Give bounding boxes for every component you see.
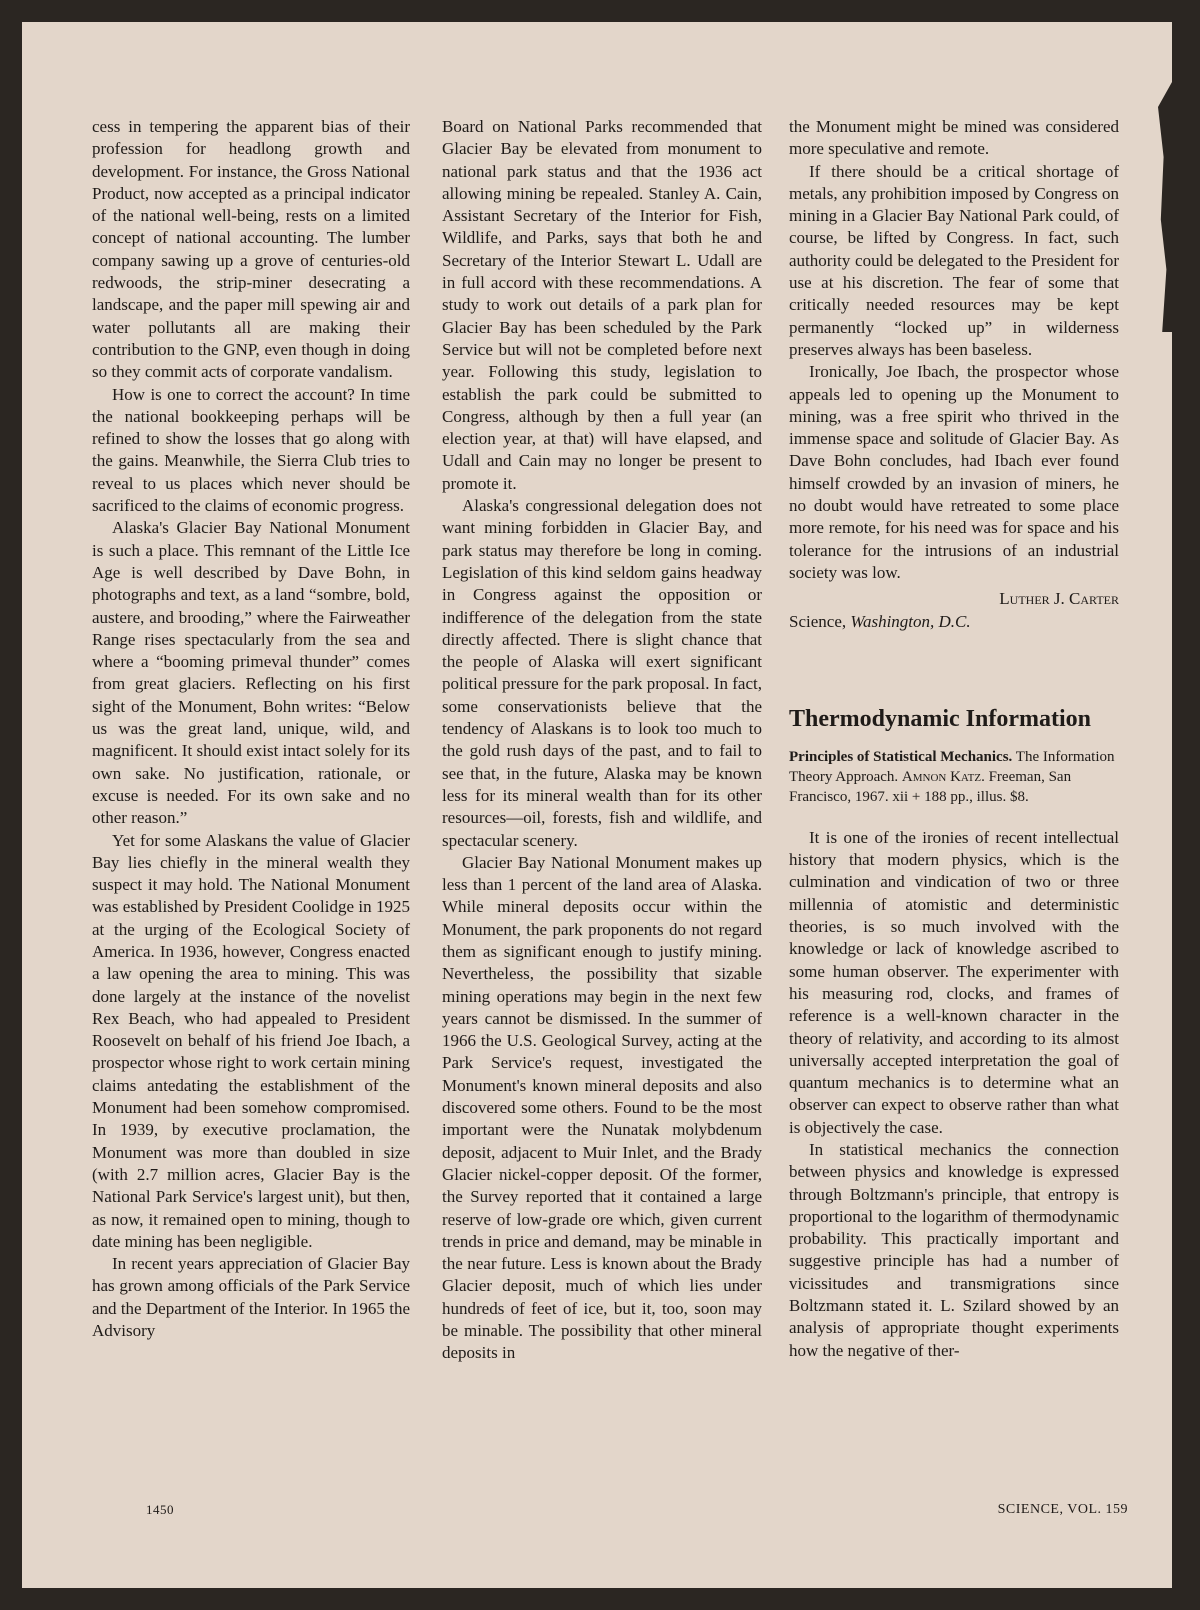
paragraph: Ironically, Joe Ibach, the prospector whose appeals led to opening up the Monument to mining, was a free spirit who thrived in the immense space and solitude of Glacier Bay. As Dave Bohn concludes, had Ibach ever found himself crowded by an invasion of miners, he no doubt would have retreated to some place more remote, for his need was for space and his tolerance for the intrusions of an industrial society was low. <box>789 362 1119 582</box>
paragraph: In statistical mechanics the connection between physics and knowledge is expressed through Boltzmann's principle, that entropy is proportional to the logarithm of thermodynamic probability. This practically important and suggestive principle has had a number of vicissitudes and transmigrations since Boltzmann stated it. L. Szilard showed by an analysis of appropriate thought experiments how the negative of ther- <box>789 1139 1119 1360</box>
paragraph: It is one of the ironies of recent intellectual history that modern physics, which is the culmination and vindication of two or three millennia of atomistic and deterministic theories, is so much involved with the knowledge or lack of knowledge ascribed to some human observer. The experimenter with his measuring rod, clocks, and frames of reference is a well-known character in the theory of relativity, and according to its almost universally accepted interpretation the goal of quantum mechanics is to determine what an observer can expect to observe rather than what is objectively the case. <box>789 827 1119 1137</box>
journal-page <box>22 22 1172 1588</box>
review-heading: Thermodynamic Information <box>789 705 1091 732</box>
paragraph: Alaska's congressional delegation does not want mining forbidden in Glacier Bay, and park status may therefore be long in coming. Legislation of this kind seldom gains headway in Congress against the opposition or indifference of the delegation from the state directly affected. There is slight chance that the people of Alaska will exert significant political pressure for the park proposal. In fact, some conservationists believe that the tendency of Alaskans is to look too much to the gold rush days of the past, and to fail to see that, in the future, Alaska may be known less for its mineral wealth than for its other resources—oil, forests, fish and wildlife, and spectacular scenery. <box>442 496 762 850</box>
paragraph: cess in tempering the apparent bias of their profession for headlong growth and development. For instance, the Gross National Product, now accepted as a principal indicator of the national well-being, rests on a limited concept of national accounting. The lumber company sawing up a grove of centuries-old redwoods, the strip-miner desecrating a landscape, and the paper mill spewing air and water pollutants all are making their contribution to the GNP, even though in doing so they commit acts of corporate vandalism. <box>92 117 410 382</box>
column-1 <box>92 116 410 1342</box>
page-number: 1450 <box>146 1502 174 1517</box>
paragraph: In recent years appreciation of Glacier Bay has grown among officials of the Park Service and the Department of the Interior. In 1965 the Advisory <box>92 1254 410 1341</box>
paragraph: Board on National Parks recommended that Glacier Bay be elevated from monument to national park status and that the 1936 act allowing mining be repealed. Stanley A. Cain, Assistant Secretary of the Interior for Fish, Wildlife, and Parks, says that both he and Secretary of the Interior Stewart L. Udall are in full accord with these recommendations. A study to work out details of a park plan for Glacier Bay has been scheduled by the Park Service but will not be completed before next year. Following this study, legislation to establish the park could be submitted to Congress, although by then a full year (an election year, at that) will have elapsed, and Udall and Cain may no longer be present to promote it. <box>442 117 762 493</box>
book-title: Principles of Statistical Mechanics. <box>789 748 1013 765</box>
book-author: Amnon Katz. <box>901 768 985 785</box>
column-2 <box>442 116 762 1365</box>
author-affiliation <box>789 611 1119 633</box>
torn-edge <box>1158 82 1172 332</box>
paragraph: Yet for some Alaskans the value of Glacier Bay lies chiefly in the mineral wealth they suspect it may hold. The National Monument was established by President Coolidge in 1925 at the urging of the Ecological Society of America. In 1936, however, Congress enacted a law opening the area to mining. This was done largely at the instance of the novelist Rex Beach, who had appealed to President Roosevelt on behalf of his friend Joe Ibach, a prospector whose right to work certain mining claims antedating the establishment of the Monument had been somehow compromised. In 1939, by executive proclamation, the Monument was more than doubled in size (with 2.7 million acres, Glacier Bay is the National Park Service's largest unit), but then, as now, it remained open to mining, though to date mining has been negligible. <box>92 830 410 1251</box>
book-subtitle: The Information Theory Approach. <box>789 748 1115 785</box>
paragraph: Alaska's Glacier Bay National Monument is such a place. This remnant of the Little Ice Age is well described by Dave Bohn, in photographs and text, as a land “sombre, bold, austere, and brooding,” where the Fairweather Range rises spectacularly from the sea and where a “booming primeval thunder” comes from great glaciers. Reflecting on his first sight of the Monument, Bohn writes: “Below us was the great land, unique, wild, and magnificent. It should exist intact solely for its own sake. No justification, rationale, or excuse is needed. For its own sake and no other reason.” <box>92 518 410 828</box>
journal-volume: SCIENCE, VOL. 159 <box>997 1502 1128 1517</box>
book-citation <box>789 747 1119 807</box>
author-signature: Luther J. Carter <box>999 589 1119 609</box>
paragraph: the Monument might be mined was considered more speculative and remote. <box>789 117 1119 159</box>
paragraph: If there should be a critical shortage of metals, any prohibition imposed by Congress on mining in a Glacier Bay National Park could, of course, be lifted by Congress. In fact, such authority could be delegated to the President for use at his discretion. The fear of some that critically needed resources may be kept permanently “locked up” in wilderness preserves always has been baseless. <box>789 161 1119 359</box>
affiliation-place: Washington, D.C. <box>850 611 971 631</box>
paragraph: Glacier Bay National Monument makes up less than 1 percent of the land area of Alaska. While mineral deposits occur within the Monument, the park proponents do not regard them as significant enough to justify mining. Nevertheless, the possibility that sizable mining operations may begin in the next few years cannot be dismissed. In the summer of 1966 the U.S. Geological Survey, acting at the Park Service's request, investigated the Monument's known mineral deposits and also discovered some others. Found to be the most important were the Nunatak molybdenum deposit, adjacent to Muir Inlet, and the Brady Glacier nickel-copper deposit. Of the former, the Survey reported that it contained a large reserve of low-grade ore which, given current trends in price and demand, may be minable in the near future. Less is known about the Brady Glacier deposit, much of which lies under hundreds of feet of ice, but it, too, soon may be minable. The possibility that other mineral deposits in <box>442 852 762 1363</box>
column-3 <box>789 116 1119 1362</box>
affiliation-org: Science, <box>789 611 851 631</box>
book-publisher: Freeman, San Francisco, 1967. xii + 188 pp., illus. $8. <box>789 768 1072 805</box>
paragraph: How is one to correct the account? In time the national bookkeeping perhaps will be refined to show the losses that go along with the gains. Meanwhile, the Sierra Club tries to reveal to us places which never should be sacrificed to the claims of economic progress. <box>92 384 410 516</box>
